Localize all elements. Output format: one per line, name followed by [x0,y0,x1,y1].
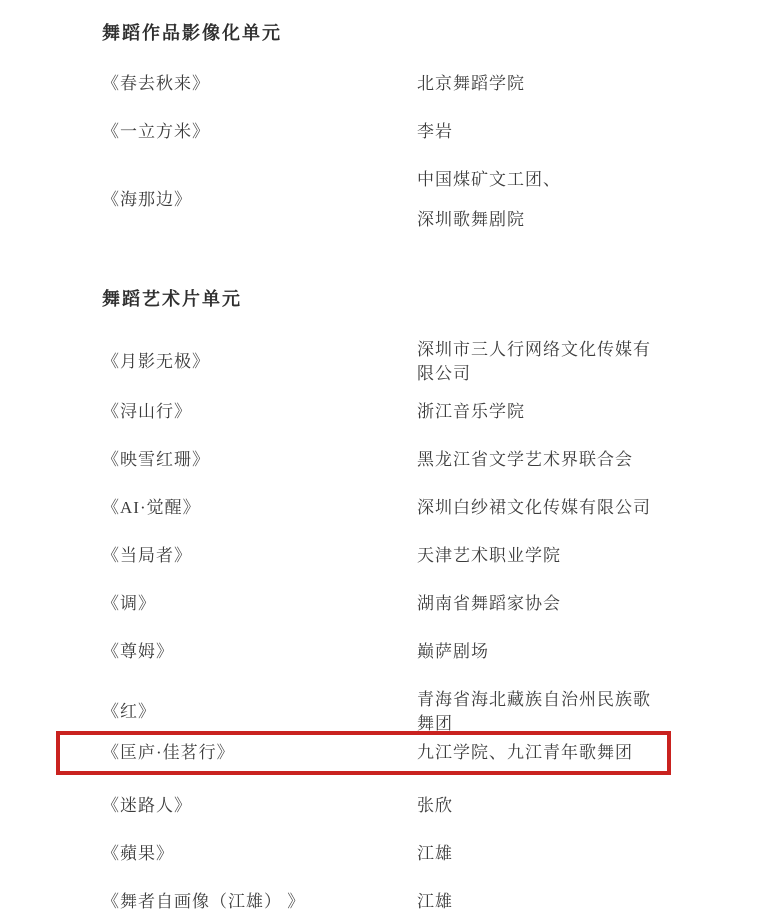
table-row [102,593,723,615]
org-name-line: 张欣 [417,796,453,815]
org-name-line: 中国煤矿文工团、 [417,170,561,189]
work-title: 《春去秋来》 [102,74,210,93]
work-title: 《尊姆》 [102,642,174,661]
table-row [102,121,723,143]
org-names [417,401,723,423]
org-name-line: 九江学院、九江青年歌舞团 [417,743,633,762]
work-title: 《月影无极》 [102,352,210,371]
award-section [102,21,723,257]
org-names [417,742,667,764]
org-names [417,843,723,865]
org-names [417,795,723,817]
org-name-line: 江雄 [417,892,453,911]
org-name-line: 深圳白纱裙文化传媒有限公司 [417,498,651,517]
org-names [417,545,723,567]
work-title: 《舞者自画像（江雄） 》 [102,892,306,911]
table-row [102,689,723,735]
work-title: 《迷路人》 [102,796,192,815]
work-title: 《一立方米》 [102,122,210,141]
award-section [102,257,723,916]
work-title: 《红》 [102,702,156,721]
org-names [417,497,723,519]
org-name-line: 湖南省舞蹈家协会 [417,594,561,613]
work-title: 《海那边》 [102,190,192,209]
org-names [417,169,723,231]
org-name-line: 浙江音乐学院 [417,402,525,421]
table-row [102,339,723,385]
table-row [102,169,723,231]
work-title: 《蘋果》 [102,844,174,863]
work-title: 《调》 [102,594,156,613]
work-title: 《当局者》 [102,546,192,565]
section-title: 舞蹈艺术片单元 [102,289,242,309]
work-title: 《映雪红珊》 [102,450,210,469]
org-name-line: 深圳歌舞剧院 [417,210,525,229]
work-title: 《AI·觉醒》 [102,498,201,517]
table-row [102,73,723,95]
org-names [417,641,723,663]
org-name-line: 天津艺术职业学院 [417,546,561,565]
org-names [417,121,723,143]
org-name-line: 李岩 [417,122,453,141]
table-row [102,401,723,423]
table-row [102,449,723,471]
table-row-highlighted [56,731,671,775]
org-names [417,593,723,615]
org-names [417,449,723,471]
org-names [417,73,723,95]
org-name-line: 巅萨剧场 [417,642,489,661]
table-row [102,843,723,865]
org-name-line: 黑龙江省文学艺术界联合会 [417,450,633,469]
org-names [417,339,723,385]
org-name-line: 限公司 [417,364,471,383]
award-list [102,21,723,916]
section-rows [102,73,723,257]
section-title: 舞蹈作品影像化单元 [102,23,282,43]
work-title: 《浔山行》 [102,402,192,421]
table-row [102,641,723,663]
work-title: 《匡庐·佳茗行》 [102,743,235,762]
org-names [417,891,723,913]
org-name-line: 舞团 [417,714,453,733]
table-row [102,545,723,567]
table-row [102,497,723,519]
org-names [417,689,723,735]
org-name-line: 青海省海北藏族自治州民族歌 [417,690,651,709]
table-row [102,795,723,817]
org-name-line: 深圳市三人行网络文化传媒有 [417,340,651,359]
org-name-line: 江雄 [417,844,453,863]
org-name-line: 北京舞蹈学院 [417,74,525,93]
section-rows [102,339,723,916]
table-row [102,891,723,913]
